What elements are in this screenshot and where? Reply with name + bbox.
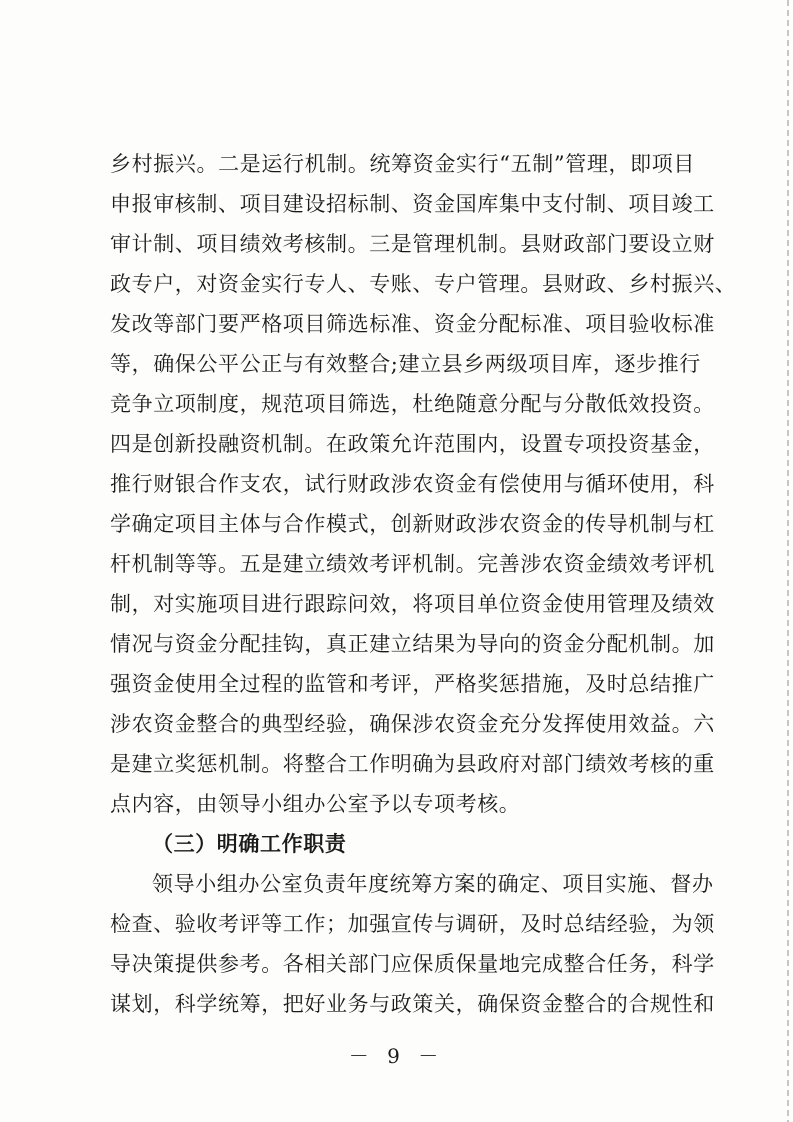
body-line: 谋划，科学统筹，把好业务与政策关，确保资金整合的合规性和 <box>110 992 715 1016</box>
page-number: － 9 － <box>348 1044 445 1068</box>
body-line: 制，对实施项目进行跟踪问效，将项目单位资金使用管理及绩效 <box>110 592 715 616</box>
body-line: 杆机制等等。五是建立绩效考评机制。完善涉农资金绩效考评机 <box>110 552 715 576</box>
body-line: 发改等部门要严格项目筛选标准、资金分配标准、项目验收标准 <box>110 312 715 336</box>
body-line: 推行财银合作支农，试行财政涉农资金有偿使用与循环使用，科 <box>110 472 715 496</box>
body-line: 是建立奖惩机制。将整合工作明确为县政府对部门绩效考核的重 <box>110 752 715 776</box>
body-line: 点内容，由领导小组办公室予以专项考核。 <box>110 792 521 816</box>
body-line: 情况与资金分配挂钩，真正建立结果为导向的资金分配机制。加 <box>110 632 715 656</box>
body-line: 等，确保公平公正与有效整合;建立县乡两级项目库，逐步推行 <box>110 352 701 376</box>
body-line: 学确定项目主体与合作模式，创新财政涉农资金的传导机制与杠 <box>110 512 715 536</box>
body-line: 审计制、项目绩效考核制。三是管理机制。县财政部门要设立财 <box>110 232 715 256</box>
scan-edge-shadow <box>787 0 789 1122</box>
body-line: 申报审核制、项目建设招标制、资金国库集中支付制、项目竣工 <box>110 192 715 216</box>
body-line: 竞争立项制度，规范项目筛选，杜绝随意分配与分散低效投资。 <box>110 392 715 416</box>
section-heading: （三）明确工作职责 <box>152 831 347 856</box>
body-line: 导决策提供参考。各相关部门应保质保量地完成整合任务，科学 <box>110 952 715 976</box>
body-line: 乡村振兴。二是运行机制。统筹资金实行“五制”管理，即项目 <box>110 152 695 176</box>
body-line: 检查、验收考评等工作；加强宣传与调研，及时总结经验，为领 <box>110 912 715 936</box>
body-line: 强资金使用全过程的监管和考评，严格奖惩措施，及时总结推广 <box>110 672 715 696</box>
body-line: 领导小组办公室负责年度统筹方案的确定、项目实施、督办 <box>152 872 714 896</box>
body-line: 涉农资金整合的典型经验，确保涉农资金充分发挥使用效益。六 <box>110 712 715 736</box>
body-line: 政专户，对资金实行专人、专账、专户管理。县财政、乡村振兴、 <box>110 272 737 296</box>
body-line: 四是创新投融资机制。在政策允许范围内，设置专项投资基金， <box>110 432 715 456</box>
document-body <box>110 144 737 1024</box>
